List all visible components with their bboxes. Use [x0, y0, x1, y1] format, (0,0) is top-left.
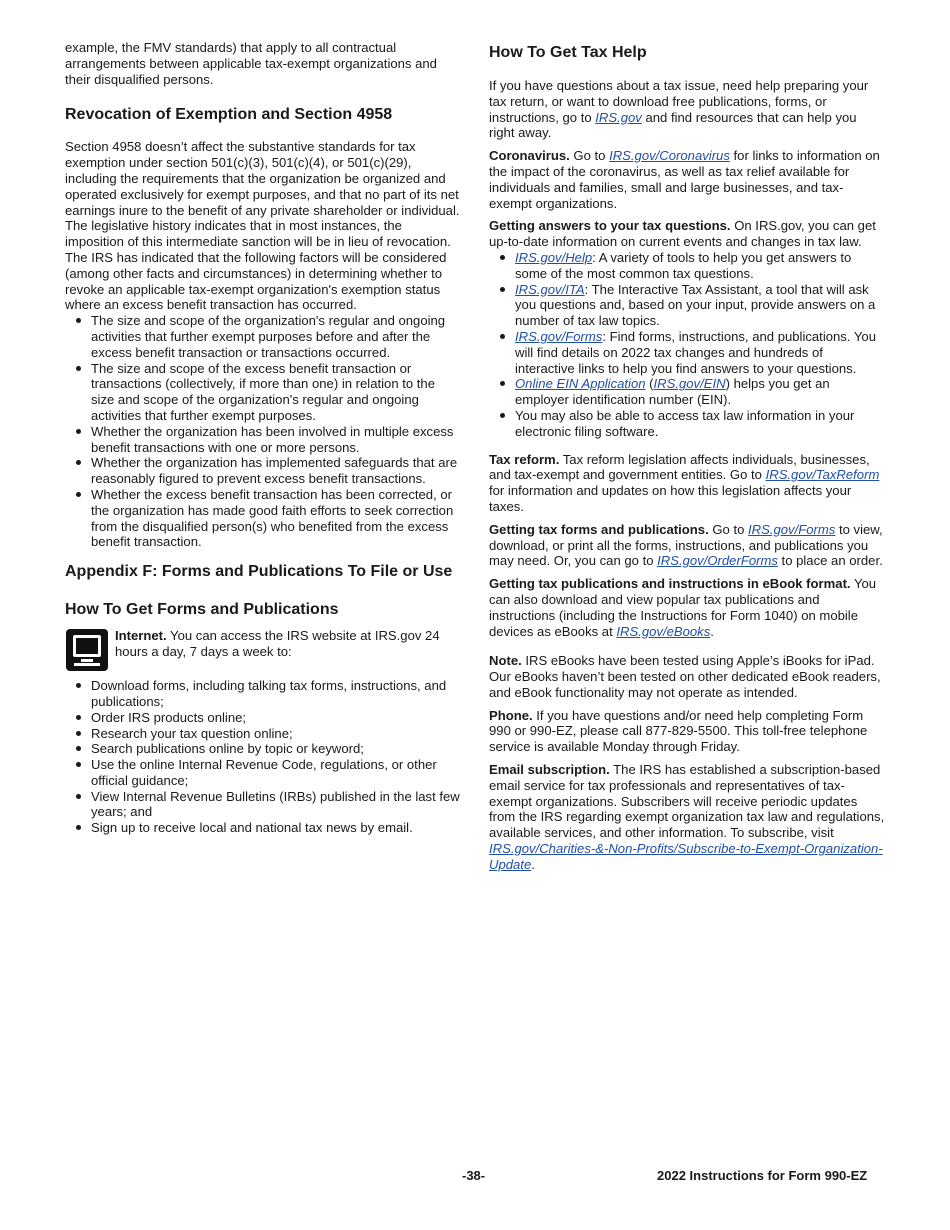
list-item: The size and scope of the organization's regular and ongoing activities that further exempt purposes before and after the excess benefit transaction or transactions occurred. [65, 313, 461, 360]
tax-reform-text-end: for information and updates on how this legislation affects your taxes. [489, 483, 852, 514]
forms-publications-heading: How To Get Forms and Publications [65, 601, 339, 619]
intro-paragraph: example, the FMV standards) that apply to all contractual arrangements between applicable tax-exempt organizations and their disqualified persons. [65, 40, 437, 87]
list-item [489, 329, 885, 376]
ebook-paragraph [489, 576, 885, 639]
tax-reform-text: Tax reform legislation affects individuals, businesses, and tax-exempt and government entities. Go to [489, 451, 870, 483]
list-item [489, 282, 885, 329]
coronavirus-text: for links to information on the impact of the coronavirus, as well as tax relief available for individuals and families, small and large businesses, and tax-exempt organizations. [489, 148, 880, 211]
tax-reform-paragraph [489, 452, 885, 515]
email-subscription-text: The IRS has established a subscription-based email service for tax professionals and representatives of tax-exempt organizations. Subscribers will receive periodic updates from the IRS regarding exempt organization tax law and regulations, available services, and other information. To subscribe, visit [489, 762, 885, 841]
email-subscription-paragraph [489, 762, 885, 873]
left-column [65, 40, 461, 836]
list-item: The size and scope of the excess benefit transaction or transactions (collectively, if more than one) in relation to the size and scope of the organization's regular and ongoing activities that further exempt purposes. [65, 361, 461, 424]
list-item [489, 250, 885, 282]
note-label: Note. [489, 653, 522, 669]
forms-link[interactable]: IRS.gov/Forms [748, 521, 836, 537]
internet-block [65, 628, 461, 672]
list-item: Search publications online by topic or keyword; [65, 741, 461, 757]
revocation-heading: Revocation of Exemption and Section 4958 [65, 106, 393, 124]
coronavirus-link[interactable]: IRS.gov/Coronavirus [609, 148, 730, 164]
list-item-text: : A variety of tools to help you get answers to some of the most common tax questions. [515, 249, 852, 281]
list-item-text: : The Interactive Tax Assistant, a tool that will ask you questions and, based on your input, provide answers on a number of tax law topics. [515, 281, 876, 329]
forms-pre: Go to [708, 521, 749, 537]
internet-text [115, 628, 461, 660]
list-item: Order IRS products online; [65, 710, 461, 726]
list-item: Whether the organization has been involved in multiple excess benefit transactions with one or more persons. [65, 424, 461, 456]
forms-label: Getting tax forms and publications. [489, 521, 709, 537]
order-forms-link[interactable]: IRS.gov/OrderForms [657, 553, 778, 569]
answers-label: Getting answers to your tax questions. [489, 218, 731, 234]
ebook-label: Getting tax publications and instructions in eBook format. [489, 576, 851, 592]
coronavirus-label: Coronavirus. [489, 148, 570, 164]
answers-paragraph [489, 218, 885, 250]
phone-label: Phone. [489, 707, 533, 723]
note-text: IRS eBooks have been tested using Apple’s iBooks for iPad. Our eBooks haven’t been tested on other dedicated eBook readers, and eBook functionality may not operate as intended. [489, 653, 881, 700]
irs-gov-link[interactable]: IRS.gov [595, 109, 642, 125]
list-item: You may also be able to access tax law information in your electronic filing software. [489, 408, 885, 440]
irs-ita-link[interactable]: IRS.gov/ITA [515, 281, 585, 297]
coronavirus-pre: Go to [569, 148, 610, 164]
email-subscription-label: Email subscription. [489, 762, 610, 778]
list-item: Whether the organization has implemented safeguards that are reasonably figured to prevent excess benefit transactions. [65, 455, 461, 487]
ebook-text-end: . [710, 623, 714, 639]
list-item: Research your tax question online; [65, 726, 461, 742]
help-text: If you have questions about a tax issue, need help preparing your tax return, or want to download free publications, forms, or instructions, go to [489, 78, 869, 125]
appendix-heading: Appendix F: Forms and Publications To File or Use [65, 563, 453, 581]
subscribe-link[interactable]: IRS.gov/Charities-&-Non-Profits/Subscribe-to-Exempt-Organization-Update [489, 841, 883, 872]
document-title: 2022 Instructions for Form 990-EZ [657, 1168, 868, 1183]
revocation-paragraph: Section 4958 doesn’t affect the substantive standards for tax exemption under section 501(c)(3), 501(c)(4), or 501(c)(29), including the requirements that the organization be organized and operated exclusively for exempt purposes, and that no part of its net earnings inure to the benefit of any private shareholder or individual. The legislative history indicates that in most instances, the imposition of this intermediate sanction will be in lieu of revocation. The IRS has indicated that the following factors will be considered (among other facts and circumstances) in determining whether to revoke an applicable tax-exempt organization's exemption status where an excess benefit transaction has occurred. [65, 139, 460, 313]
phone-text: If you have questions and/or need help completing Form 990 or 990-EZ, please call 877-829-5500. This toll-free telephone service is available Monday through Friday. [489, 707, 868, 755]
coronavirus-paragraph [489, 148, 885, 211]
help-text-end: and find resources that can help you right away. [489, 109, 857, 141]
ebooks-link[interactable]: IRS.gov/eBooks [616, 623, 711, 639]
phone-paragraph [489, 708, 885, 755]
online-ein-link[interactable]: Online EIN Application [515, 376, 646, 392]
internet-actions-list [65, 678, 461, 836]
irs-forms-link[interactable]: IRS.gov/Forms [515, 328, 603, 344]
irs-help-link[interactable]: IRS.gov/Help [515, 249, 593, 265]
list-item: Download forms, including talking tax forms, instructions, and publications; [65, 678, 461, 710]
page-number: -38- [462, 1168, 486, 1183]
forms-paragraph [489, 522, 885, 569]
internet-label: Internet. [115, 628, 167, 644]
computer-monitor-icon [65, 628, 109, 672]
list-item [489, 376, 885, 408]
tax-reform-label: Tax reform. [489, 451, 560, 467]
tax-help-heading: How To Get Tax Help [489, 44, 647, 61]
right-column [489, 40, 885, 880]
internet-description: You can access the IRS website at IRS.gov 24 hours a day, 7 days a week to: [115, 628, 440, 659]
forms-text-end: to place an order. [777, 553, 883, 569]
answers-list [489, 250, 885, 440]
list-item-text: : Find forms, instructions, and publications. You will find details on 2022 tax changes and hundreds of interactive links to help you find answers to your questions. [515, 328, 876, 376]
ebook-text: You can also download and view popular tax publications and instructions (including the Instructions for Form 1040) on mobile devices as eBooks at [489, 576, 877, 639]
note-paragraph [489, 653, 885, 700]
tax-reform-link[interactable]: IRS.gov/TaxReform [765, 467, 880, 483]
forms-text: to view, download, or print all the forms, instructions, and publications you may need. Or, you can go to [489, 521, 883, 569]
ein-paren: ( [645, 376, 654, 392]
answers-text: On IRS.gov, you can get up-to-date information on current events and changes in tax law. [489, 218, 876, 250]
revocation-factors-list [65, 313, 461, 550]
irs-ein-link[interactable]: IRS.gov/EIN [653, 376, 726, 392]
list-item: Whether the excess benefit transaction has been corrected, or the organization has made good faith efforts to seek correction from the disqualified person(s) who benefited from the excess benefit transaction. [65, 487, 461, 550]
list-item-text: ) helps you get an employer identification number (EIN). [515, 376, 830, 408]
list-item: Sign up to receive local and national tax news by email. [65, 820, 461, 836]
help-paragraph [489, 78, 885, 141]
list-item: Use the online Internal Revenue Code, regulations, or other official guidance; [65, 757, 461, 789]
list-item: View Internal Revenue Bulletins (IRBs) published in the last few years; and [65, 789, 461, 821]
email-subscription-text-end: . [531, 856, 535, 872]
